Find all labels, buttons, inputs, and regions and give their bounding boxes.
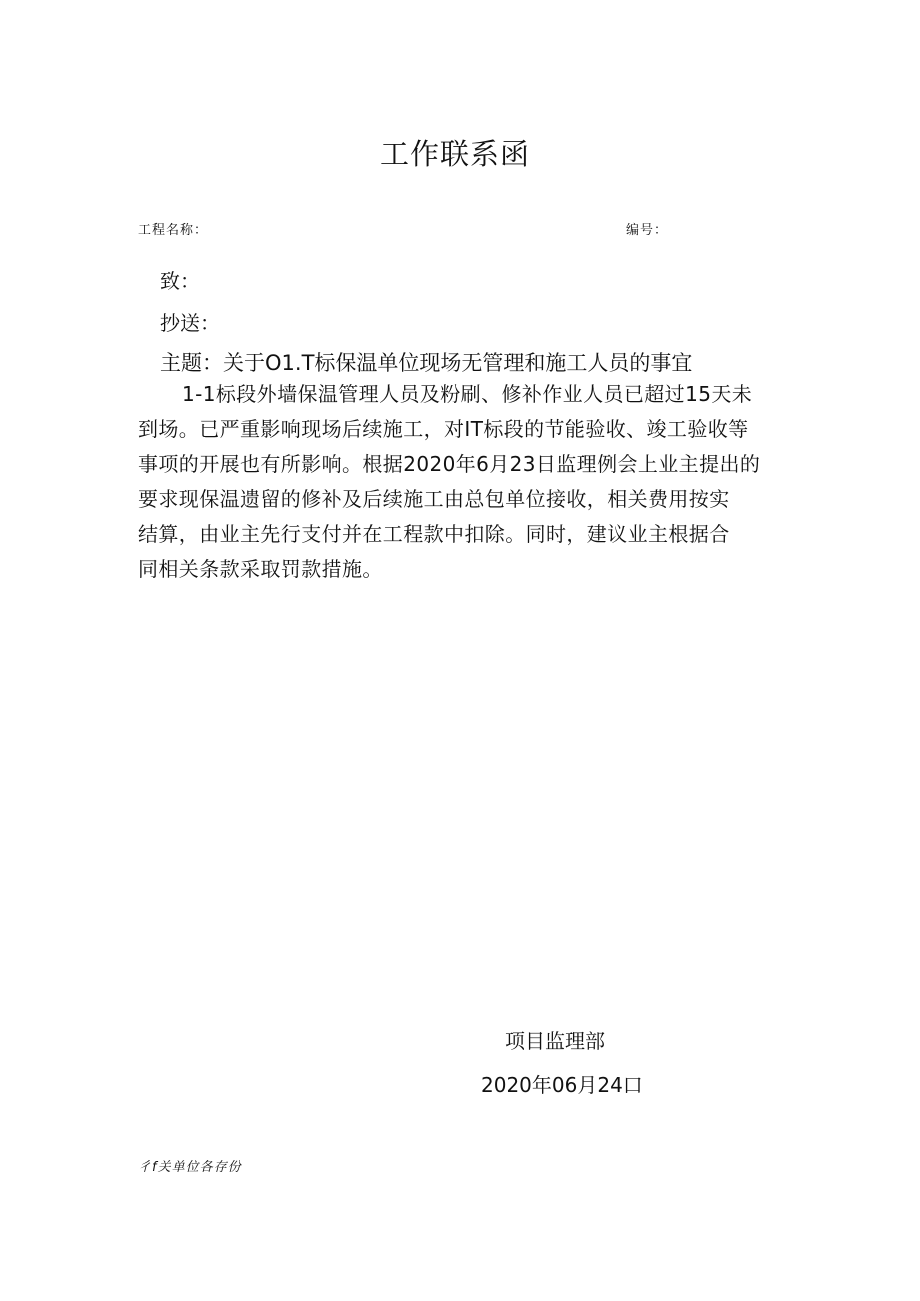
subject-line: 主题：关于O1.T标保温单位现场无管理和施工人员的事宜	[160, 351, 693, 375]
date: 2020年06月24口	[481, 1073, 643, 1097]
footer-note: 彳f关单位各存份	[138, 1160, 242, 1175]
body-line: 到场。已严重影响现场后续施工，对IT标段的节能验收、竣工验收等	[138, 417, 749, 441]
number-label: 编号：	[626, 223, 669, 238]
body-line: 事项的开展也有所影响。根据2020年6月23日监理例会上业主提出的	[138, 452, 761, 476]
cc-label: 抄送：	[160, 311, 220, 335]
body-line: 同相关条款采取罚款措施。	[138, 557, 383, 581]
body-line: 要求现保温遗留的修补及后续施工由总包单位接收，相关费用按实	[138, 487, 730, 511]
body-paragraph	[138, 377, 778, 587]
body-line: 结算，由业主先行支付并在工程款中扣除。同时，建议业主根据合	[138, 522, 730, 546]
to-label: 致：	[160, 269, 200, 293]
document-title: 工作联系函	[379, 137, 530, 171]
signature: 项目监理部	[505, 1029, 605, 1053]
project-name-label: 工程名称：	[138, 223, 209, 238]
body-line: 1-1标段外墙保温管理人员及粉刷、修补作业人员已超过15天未	[182, 382, 753, 406]
